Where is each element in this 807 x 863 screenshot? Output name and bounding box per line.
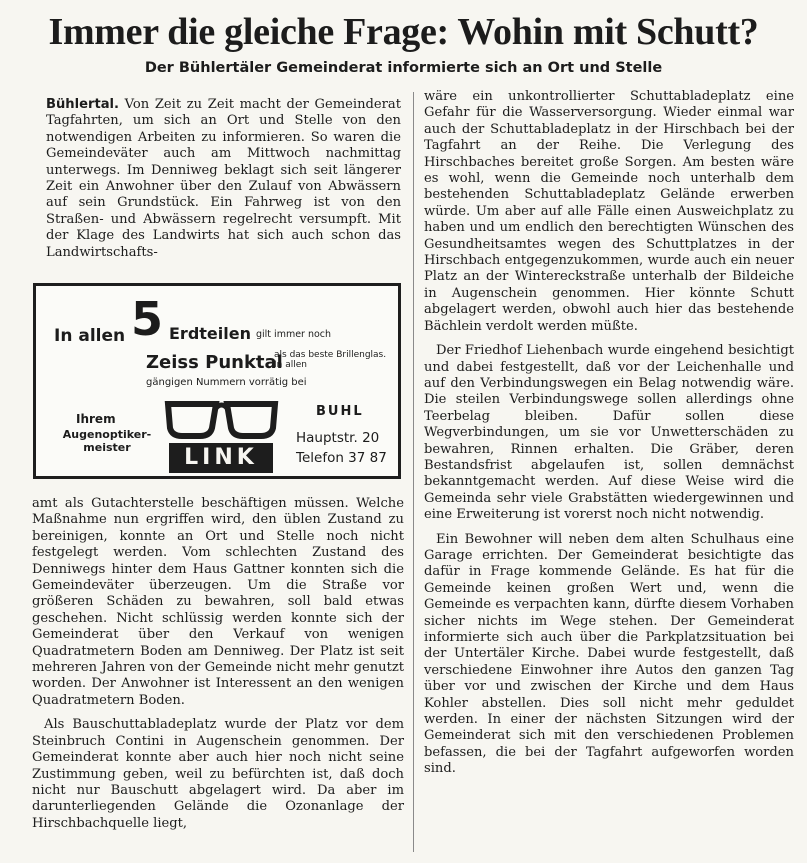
ad-erdteilen: Erdteilen: [169, 324, 251, 343]
ad-ihrem: Ihrem: [76, 412, 116, 426]
article-paragraph: Als Bauschuttabladeplatz wurde der Platz vor dem Steinbruch Contini in Augenschein genommen. Der Gemeinderat konnte aber auch hier noch nicht seine Zustimmung geben, weil zu befürchten ist, daß doch nicht nur Bauschutt abgelagert wird. Da aber im darunterliegenden Gelände die Ozonanlage der Hirschbachquelle liegt,: [32, 717, 404, 831]
article-column-left-top: [46, 97, 401, 261]
ad-augenoptikermeister: Augenoptiker-meister: [62, 428, 152, 454]
article-paragraph: wäre ein unkontrollierter Schuttabladeplatz eine Gefahr für die Wasserversorgung. Wieder einmal war auch der Schuttabladeplatz in der Hirschbach bei der Tagfahrt an der Reihe. Die Verlegung des Hirschbaches bereitet große Sorgen. Am besten wäre es wohl, wenn die Gemeinde noch unterhalb dem bestehenden Schuttabladeplatz Gelände erwerben würde. Um aber auf alle Fälle einen Ausweichplatz zu haben und um endlich den berechtigten Wünschen des Gesundheitsamtes wegen des Schuttplatzes in der Hirschbach entgegenzukommen, wurde auch ein neuer Platz an der Wintereckstraße unterhalb der Bildeiche in Augenschein genommen. Hier könnte Schutt abgelagert werden, obwohl auch hier das bestehende Bächlein verdolt werden müßte.: [424, 89, 794, 334]
column-divider: [413, 92, 414, 852]
ad-town: BUHL: [316, 404, 364, 419]
ad-brillenglas-text: als das beste Brillenglas. In allen: [274, 350, 387, 370]
ad-street-address: Hauptstr. 20: [296, 430, 380, 446]
article-column-left-bottom: [32, 496, 404, 832]
eyeglasses-icon: [164, 398, 279, 440]
ad-vorraetig-text: gängigen Nummern vorrätig bei: [146, 377, 307, 388]
paragraph-text: Von Zeit zu Zeit macht der Gemeinderat Tagfahrten, um sich an Ort und Stelle von den notwendigen Arbeiten zu informieren. So waren die Gemeindeväter auch am Mittwoch nachmittag unterwegs. Im Denniweg beklagt sich seit längerer Zeit ein Anwohner über den Zulauf von Abwässern auf sein Grundstück. Ein Fahrweg ist von den Straßen- und Abwässern regelrecht versumpft. Mit der Klage des Landwirts hat sich auch schon das Landwirtschafts-: [46, 97, 401, 260]
article-paragraph: [46, 97, 401, 261]
ad-zeiss-punktal: Zeiss Punktal: [146, 352, 283, 373]
advertisement-optician-link: [33, 283, 401, 479]
ad-in-allen: In allen: [54, 326, 126, 346]
ad-number-five: 5: [131, 292, 164, 346]
ad-phone: Telefon 37 87: [296, 450, 387, 466]
ad-gilt-immer-noch: gilt immer noch: [256, 329, 332, 340]
dateline: Bühlertal.: [46, 97, 120, 112]
subheadline: Der Bühlertäler Gemeinderat informierte sich an Ort und Stelle: [144, 60, 663, 76]
headline: Immer die gleiche Frage: Wohin mit Schutt?: [48, 11, 759, 53]
article-paragraph: Der Friedhof Liehenbach wurde eingehend besichtigt und dabei festgestellt, daß vor der Leichenhalle und auf den Verbindungswegen ein Belag notwendig wäre. Die steilen Verbindungswege sollen allerdings ohne Teerbelag bleiben. Dafür sollen diese Wegverbindungen, um sie vor Unwetterschäden zu bewahren, Rinnen erhalten. Die Gräber, deren Bestandsfrist abgelaufen ist, sollen demnächst bekanntgemacht werden. Auf diese Weise wird die Gemeinda sehr viele Grabstätten wiedergewinnen und eine Erweiterung ist vorerst noch nicht notwendig.: [424, 343, 794, 523]
ad-link-logo: LINK: [169, 443, 273, 473]
article-paragraph: amt als Gutachterstelle beschäftigen müssen. Welche Maßnahme nun ergriffen wird, den üblen Zustand zu bereinigen, konnte an Ort und Stelle noch nicht festgelegt werden. Vom schlechten Zustand des Denniwegs hinter dem Haus Gattner konnten sich die Gemeindeväter überzeugen. Um die Straße vor größeren Schäden zu bewahren, soll bald etwas geschehen. Nicht schlüssig werden konnte sich der Gemeinderat über den Verkauf von wenigen Quadratmetern Boden am Denniweg. Der Platz ist seit mehreren Jahren von der Gemeinde nicht mehr genutzt worden. Der Anwohner ist Interessent an den wenigen Quadratmetern Boden.: [32, 496, 404, 708]
article-column-right: [424, 89, 794, 778]
article-paragraph: Ein Bewohner will neben dem alten Schulhaus eine Garage errichten. Der Gemeinderat besichtigte das dafür in Frage kommende Gelände. Es hat für die Gemeinde keinen großen Wert und, wenn die Gemeinde es verpachten kann, dürfte diesem Vorhaben sicher nichts im Wege stehen. Der Gemeinderat informierte sich auch über die Parkplatzsituation bei der Untertäler Kirche. Dabei wurde festgestellt, daß verschiedene Einwohner ihre Autos den ganzen Tag über vor und zwischen der Kirche und dem Haus Kohler abstellen. Dies soll nicht mehr geduldet werden. In einer der nächsten Sitzungen wird der Gemeinderat sich mit den verschiedenen Problemen befassen, die bei der Tagfahrt aufgeworfen worden sind.: [424, 531, 794, 777]
